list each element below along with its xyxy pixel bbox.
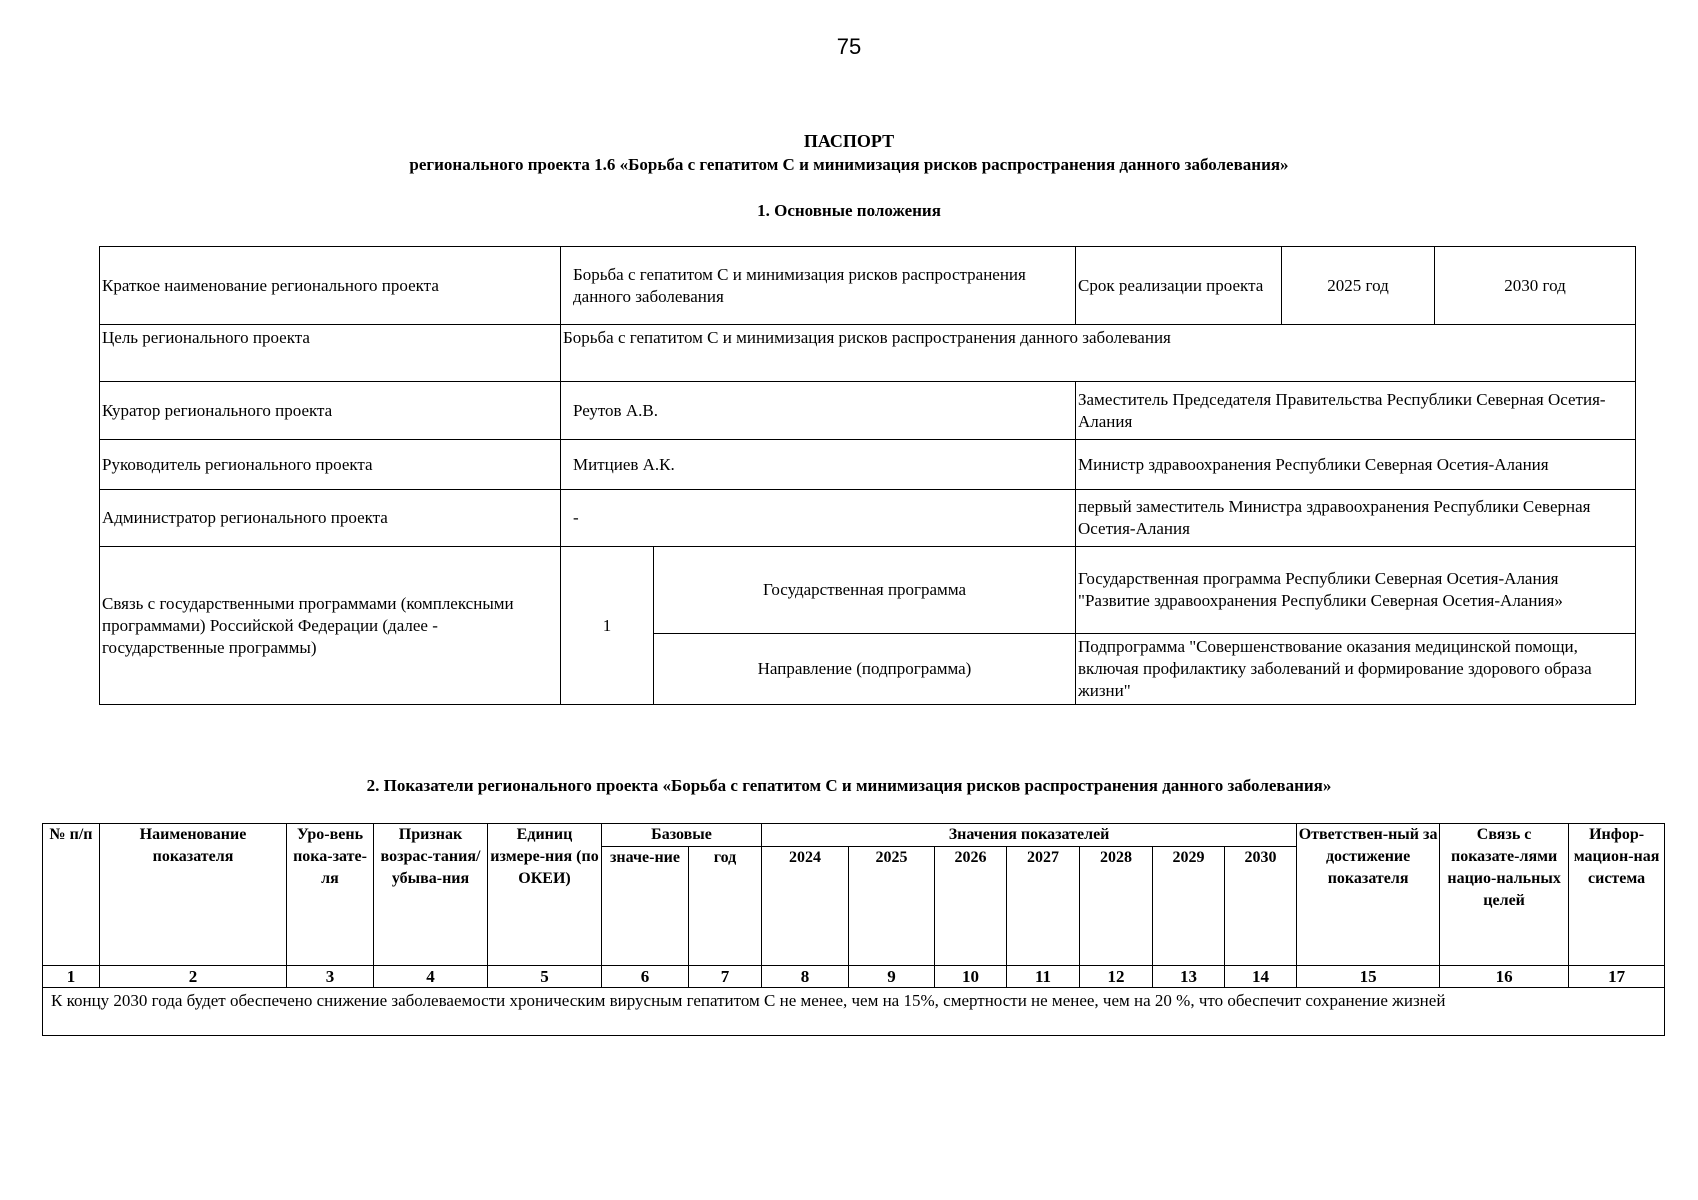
header-year-2024: 2024 xyxy=(762,847,849,966)
short-name-value: Борьба с гепатитом С и минимизация рисков распространения данного заболевания xyxy=(561,247,1076,325)
curator-label: Куратор регионального проекта xyxy=(100,382,561,440)
header-sign: Признак возрас-тания/ убыва-ния xyxy=(374,824,488,966)
goal-note: К концу 2030 года будет обеспечено снижение заболеваемости хроническим вирусным гепатитом С не менее, чем на 15%, смертности не менее, чем на 20 %, что обеспечит сохранение жизней xyxy=(43,988,1665,1036)
column-number: 14 xyxy=(1225,966,1297,988)
table-row xyxy=(100,547,1636,634)
admin-position: первый заместитель Министра здравоохранения Республики Северная Осетия-Алания xyxy=(1076,490,1636,547)
term-start: 2025 год xyxy=(1282,247,1435,325)
column-number: 15 xyxy=(1297,966,1440,988)
passport-title: ПАСПОРТ xyxy=(803,131,895,151)
header-row xyxy=(43,824,1665,847)
head-name: Митциев А.К. xyxy=(561,440,1076,490)
table-row xyxy=(43,988,1665,1036)
curator-name: Реутов А.В. xyxy=(561,382,1076,440)
column-number: 17 xyxy=(1569,966,1665,988)
column-number: 6 xyxy=(602,966,689,988)
table-row xyxy=(100,440,1636,490)
column-number: 10 xyxy=(935,966,1007,988)
admin-name: - xyxy=(561,490,1076,547)
admin-label: Администратор регионального проекта xyxy=(100,490,561,547)
column-number: 9 xyxy=(849,966,935,988)
header-base-year: год xyxy=(689,847,762,966)
page-number: 75 xyxy=(836,34,862,59)
header-unit: Единиц измере-ния (по ОКЕИ) xyxy=(488,824,602,966)
section1-title: 1. Основные положения xyxy=(757,201,941,220)
column-number: 4 xyxy=(374,966,488,988)
header-year-2030: 2030 xyxy=(1225,847,1297,966)
basic-provisions-table xyxy=(99,246,1636,705)
goal-value: Борьба с гепатитом С и минимизация рисков распространения данного заболевания xyxy=(561,325,1636,382)
programs-label: Связь с государственными программами (комплексными программами) Российской Федерации (далее - государственные программы) xyxy=(100,547,561,705)
column-number: 7 xyxy=(689,966,762,988)
indicators-table xyxy=(42,823,1665,1036)
header-year-2028: 2028 xyxy=(1080,847,1153,966)
header-info: Инфор-мацион-ная система xyxy=(1569,824,1665,966)
column-number: 3 xyxy=(287,966,374,988)
header-level: Уро-вень пока-зате-ля xyxy=(287,824,374,966)
header-values: Значения показателей xyxy=(762,824,1297,847)
table-row xyxy=(100,490,1636,547)
term-label: Срок реализации проекта xyxy=(1076,247,1282,325)
header-year-2029: 2029 xyxy=(1153,847,1225,966)
header-base: Базовые xyxy=(602,824,762,847)
programs-number: 1 xyxy=(561,547,654,705)
table-row xyxy=(100,247,1636,325)
direction-label: Направление (подпрограмма) xyxy=(654,634,1076,705)
table-row xyxy=(100,382,1636,440)
column-number: 12 xyxy=(1080,966,1153,988)
column-numbers-row xyxy=(43,966,1665,988)
column-number: 13 xyxy=(1153,966,1225,988)
header-year-2025: 2025 xyxy=(849,847,935,966)
passport-subtitle: регионального проекта 1.6 «Борьба с гепатитом С и минимизация рисков распространения данного заболевания» xyxy=(409,155,1289,174)
head-label: Руководитель регионального проекта xyxy=(100,440,561,490)
column-number: 2 xyxy=(100,966,287,988)
column-number: 1 xyxy=(43,966,100,988)
curator-position: Заместитель Председателя Правительства Республики Северная Осетия-Алания xyxy=(1076,382,1636,440)
table-row xyxy=(100,325,1636,382)
header-base-value: значе-ние xyxy=(602,847,689,966)
direction-value: Подпрограмма "Совершенствование оказания медицинской помощи, включая профилактику заболеваний и формирование здорового образа жизни" xyxy=(1076,634,1636,705)
section2-title: 2. Показатели регионального проекта «Борьба с гепатитом С и минимизация рисков распространения данного заболевания» xyxy=(366,776,1332,795)
state-program-label: Государственная программа xyxy=(654,547,1076,634)
column-number: 5 xyxy=(488,966,602,988)
column-number: 16 xyxy=(1440,966,1569,988)
goal-label: Цель регионального проекта xyxy=(100,325,561,382)
header-link: Связь с показате-лями нацио-нальных целей xyxy=(1440,824,1569,966)
header-responsible: Ответствен-ный за достижение показателя xyxy=(1297,824,1440,966)
state-program-value: Государственная программа Республики Северная Осетия-Алания "Развитие здравоохранения Республики Северная Осетия-Алания» xyxy=(1076,547,1636,634)
column-number: 11 xyxy=(1007,966,1080,988)
head-position: Министр здравоохранения Республики Северная Осетия-Алания xyxy=(1076,440,1636,490)
header-num: № п/п xyxy=(43,824,100,966)
column-number: 8 xyxy=(762,966,849,988)
header-year-2026: 2026 xyxy=(935,847,1007,966)
term-end: 2030 год xyxy=(1435,247,1636,325)
header-year-2027: 2027 xyxy=(1007,847,1080,966)
short-name-label: Краткое наименование регионального проекта xyxy=(100,247,561,325)
header-name: Наименование показателя xyxy=(100,824,287,966)
